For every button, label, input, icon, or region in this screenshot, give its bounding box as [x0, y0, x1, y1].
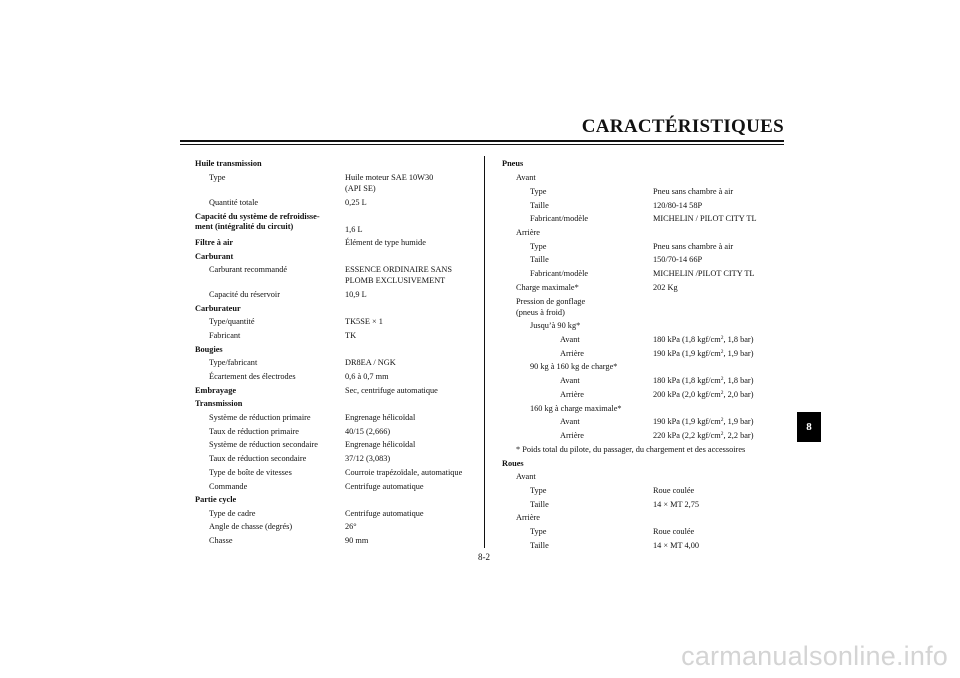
footnote: * Poids total du pilote, du passager, du chargement et des accessoires — [516, 445, 746, 454]
spec-value: 40/15 (2,666) — [345, 427, 391, 436]
section-heading: Transmission — [195, 399, 243, 408]
spec-value: Pneu sans chambre à air — [653, 242, 734, 251]
spec-value: TK — [345, 331, 357, 340]
spec-label: Fabricant — [209, 331, 241, 340]
spec-label: Avant — [560, 417, 580, 426]
spec-label: Charge maximale* — [516, 283, 579, 292]
spec-label: Type de boîte de vitesses — [209, 468, 292, 477]
spec-value: 90 mm — [345, 536, 369, 545]
subsection-label: Arrière — [516, 228, 540, 237]
spec-value: 202 Kg — [653, 283, 678, 292]
spec-value: ESSENCE ORDINAIRE SANS — [345, 265, 452, 274]
section-heading: Embrayage — [195, 386, 237, 395]
section-heading: Roues — [502, 459, 524, 468]
spec-value: 120/80-14 58P — [653, 201, 703, 210]
spec-label: Chasse — [209, 536, 233, 545]
spec-label: Quantité totale — [209, 198, 259, 207]
load-range-label: Jusqu’à 90 kg* — [530, 321, 581, 330]
spec-label: Carburant recommandé — [209, 265, 288, 274]
pressure-value: 190 kPa (1,9 kgf/$cm^2$, 1,9 bar) — [653, 417, 754, 426]
column-divider — [484, 156, 485, 548]
load-range-label: 160 kg à charge maximale* — [530, 404, 622, 413]
spec-value: 1,6 L — [345, 225, 363, 234]
spec-label: Pression de gonflage — [516, 297, 586, 306]
section-heading: Filtre à air — [195, 238, 234, 247]
spec-value: Huile moteur SAE 10W30 — [345, 173, 434, 182]
spec-value: 10,9 L — [345, 290, 367, 299]
spec-label: Avant — [560, 335, 580, 344]
spec-label: Taux de réduction secondaire — [209, 454, 307, 463]
spec-value: Roue coulée — [653, 527, 695, 536]
title-rule-thick — [180, 140, 784, 142]
page-title: CARACTÉRISTIQUES — [581, 116, 784, 137]
chapter-tab[interactable]: 8 — [797, 412, 821, 442]
section-heading: Bougies — [195, 345, 223, 354]
spec-value: Élément de type humide — [345, 238, 426, 247]
spec-label: Type/quantité — [209, 317, 255, 326]
spec-value: 0,25 L — [345, 198, 367, 207]
pressure-value: 200 kPa (2,0 kgf/$cm^2$, 2,0 bar) — [653, 390, 754, 399]
spec-label: Type/fabricant — [209, 358, 258, 367]
section-heading: Huile transmission — [195, 159, 262, 168]
pressure-value: 220 kPa (2,2 kgf/$cm^2$, 2,2 bar) — [653, 431, 754, 440]
spec-label: (pneus à froid) — [516, 308, 565, 317]
spec-value: Courroie trapézoïdale, automatique — [345, 468, 463, 477]
section-heading: Carburant — [195, 252, 234, 261]
spec-label: Système de réduction secondaire — [209, 440, 318, 449]
spec-value: MICHELIN / PILOT CITY TL — [653, 214, 757, 223]
spec-label: Taille — [530, 201, 549, 210]
spec-label: Avant — [560, 376, 580, 385]
spec-value: 26° — [345, 522, 357, 531]
spec-value: (API SE) — [345, 184, 376, 193]
spec-value: Pneu sans chambre à air — [653, 187, 734, 196]
page-number: 8-2 — [478, 552, 490, 562]
spec-value: Engrenage hélicoïdal — [345, 440, 416, 449]
spec-label: Arrière — [560, 390, 584, 399]
section-heading: Pneus — [502, 159, 524, 168]
spec-label: Type de cadre — [209, 509, 256, 518]
spec-value: Engrenage hélicoïdal — [345, 413, 416, 422]
pressure-value: 180 kPa (1,8 kgf/$cm^2$, 1,8 bar) — [653, 376, 754, 385]
spec-label: Taux de réduction primaire — [209, 427, 299, 436]
spec-value: Centrifuge automatique — [345, 482, 424, 491]
spec-label: Fabricant/modèle — [530, 269, 589, 278]
section-heading: Carburateur — [195, 304, 241, 313]
pressure-value: 190 kPa (1,9 kgf/$cm^2$, 1,9 bar) — [653, 349, 754, 358]
spec-label: Arrière — [560, 431, 584, 440]
spec-label: Taille — [530, 500, 549, 509]
section-heading: Capacité du système de refroidisse- — [195, 212, 320, 221]
spec-label: Capacité du réservoir — [209, 290, 280, 299]
spec-value: Centrifuge automatique — [345, 509, 424, 518]
load-range-label: 90 kg à 160 kg de charge* — [530, 362, 618, 371]
pressure-value: 180 kPa (1,8 kgf/$cm^2$, 1,8 bar) — [653, 335, 754, 344]
spec-value: Sec, centrifuge automatique — [345, 386, 438, 395]
spec-label: Type — [530, 242, 547, 251]
spec-value: 150/70-14 66P — [653, 255, 703, 264]
subsection-label: Avant — [516, 173, 536, 182]
spec-label: Type — [530, 486, 547, 495]
spec-label: Commande — [209, 482, 248, 491]
spec-value: MICHELIN /PILOT CITY TL — [653, 269, 755, 278]
spec-value: 37/12 (3,083) — [345, 454, 391, 463]
spec-value: Roue coulée — [653, 486, 695, 495]
section-heading: Partie cycle — [195, 495, 237, 504]
spec-label: Taille — [530, 255, 549, 264]
spec-label: Arrière — [560, 349, 584, 358]
spec-value: 0,6 à 0,7 mm — [345, 372, 389, 381]
section-heading: ment (intégralité du circuit) — [195, 222, 294, 231]
subsection-label: Arrière — [516, 513, 540, 522]
watermark: carmanualsonline.info — [681, 641, 948, 671]
spec-label: Taille — [530, 541, 549, 550]
spec-value: DR8EA / NGK — [345, 358, 396, 367]
spec-value: 14 × MT 4,00 — [653, 541, 700, 550]
spec-value: PLOMB EXCLUSIVEMENT — [345, 276, 446, 285]
spec-label: Système de réduction primaire — [209, 413, 311, 422]
title-rule-thin — [180, 144, 784, 145]
spec-label: Angle de chasse (degrés) — [209, 522, 293, 531]
spec-label: Type — [209, 173, 226, 182]
spec-label: Fabricant/modèle — [530, 214, 589, 223]
spec-value: 14 × MT 2,75 — [653, 500, 700, 509]
spec-label: Type — [530, 187, 547, 196]
spec-value: TK5SE × 1 — [345, 317, 383, 326]
spec-label: Écartement des électrodes — [209, 372, 296, 381]
subsection-label: Avant — [516, 472, 536, 481]
spec-label: Type — [530, 527, 547, 536]
